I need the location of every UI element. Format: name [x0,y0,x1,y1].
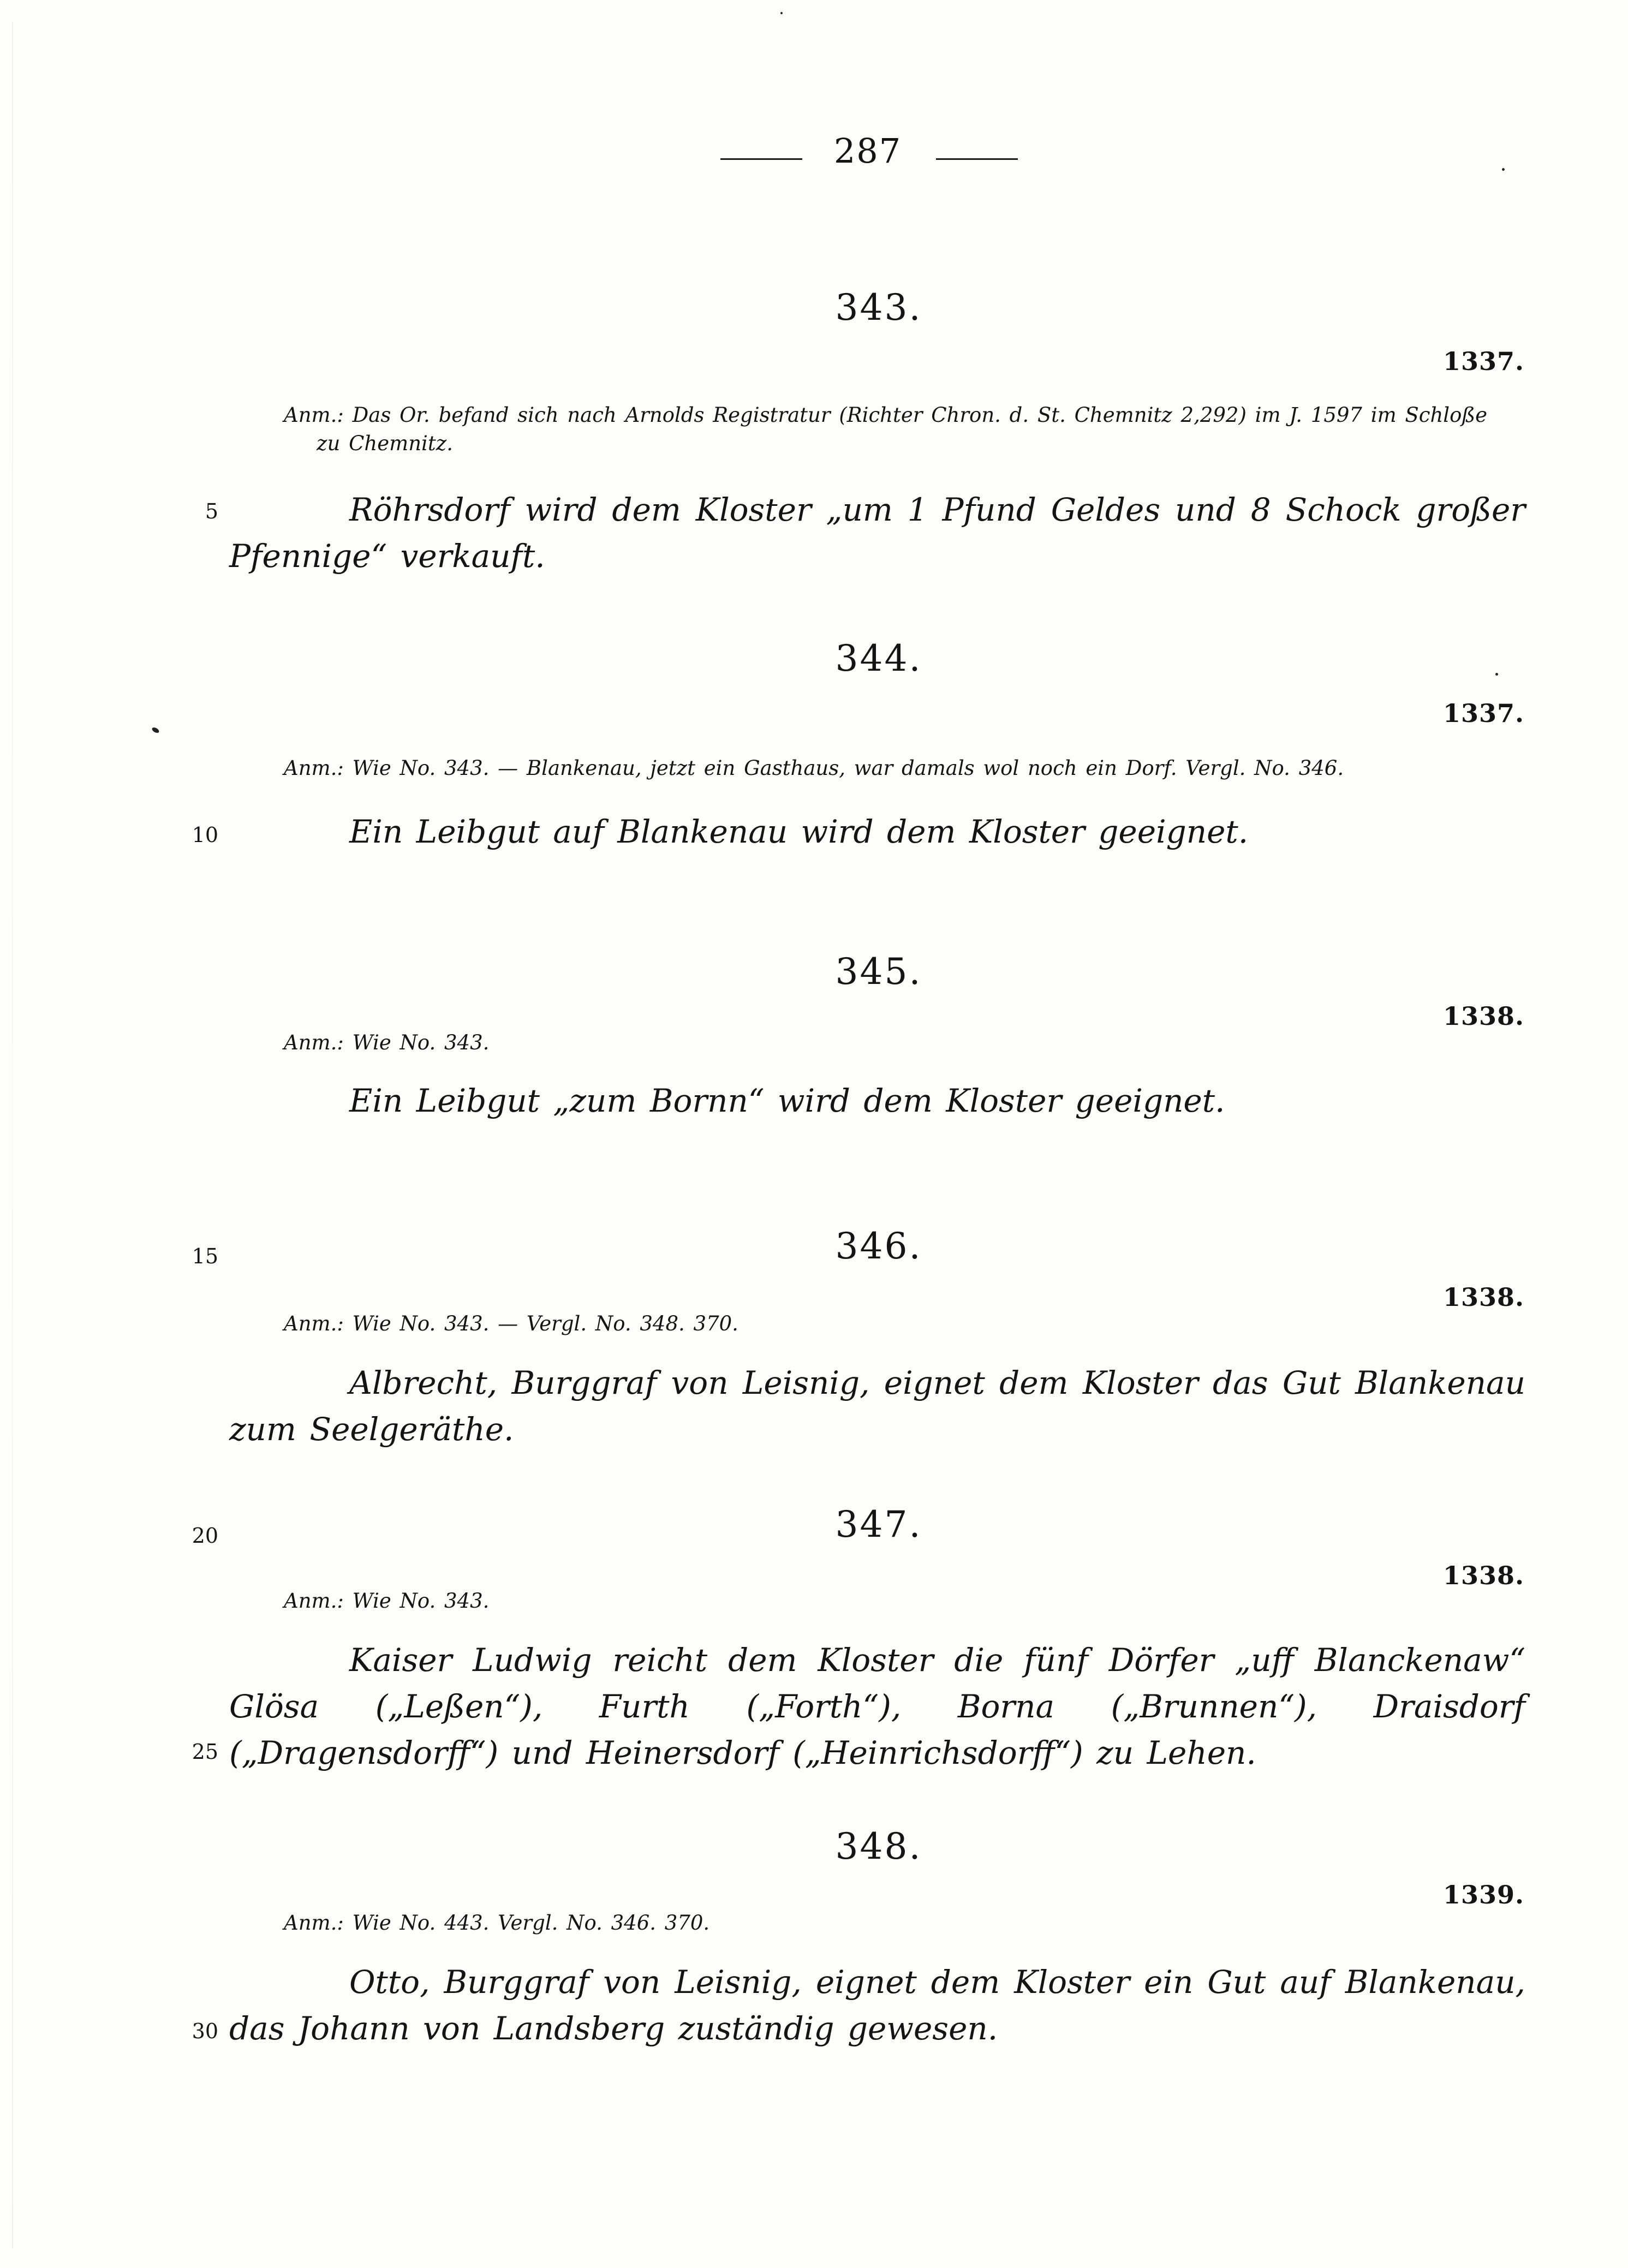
header-rule-left [720,158,802,160]
entry-year: 1339. [1442,1880,1524,1909]
entry-year: 1337. [1442,699,1524,728]
entry-number: 347. [835,1503,922,1545]
scan-speck [1495,673,1498,676]
scan-edge-shadow [12,22,13,2248]
entry-number: 343. [835,287,922,329]
note-line: Anm.: Wie No. 443. Vergl. No. 346. 370. [284,1911,710,1935]
page-number: 287 [833,131,902,171]
entry-number: 346. [835,1225,922,1267]
note-line: Anm.: Wie No. 343. — Blankenau, jetzt ein Gasthaus, war damals wol noch ein Dorf. Vergl. No. 346. [284,756,1344,780]
entry-note [284,1909,1523,1937]
header-rule-right [936,158,1018,160]
entry-text: Albrecht, Burggraf von Leisnig, eignet dem Kloster das Gut Blankenau zum Seelgeräthe. [229,1364,1525,1448]
entry-year: 1337. [1442,347,1524,376]
page-header [0,131,1628,180]
entry-text: Otto, Burggraf von Leisnig, eignet dem Kloster ein Gut auf Blankenau, das Johann von Landsberg zuständig gewesen. [229,1963,1525,2047]
note-line: Anm.: Wie No. 343. [284,1031,490,1054]
entry-number: 345. [835,951,922,993]
line-number: 15 [192,1244,218,1268]
line-number: 25 [192,1740,218,1764]
entry-year: 1338. [1442,1282,1524,1312]
entry-number: 344. [835,637,922,679]
scan-speck [151,726,160,734]
note-line: Anm.: Wie No. 343. [284,1589,490,1613]
entry-note [284,1310,1523,1338]
entry-text: Ein Leibgut auf Blankenau wird dem Kloster geeignet. [349,813,1249,850]
entry-number: 348. [835,1825,922,1867]
scan-speck [780,12,783,14]
line-number: 30 [192,2019,218,2043]
entry-note [284,401,1523,458]
entry-text: Ein Leibgut „zum Bornn“ wird dem Kloster geeignet. [349,1082,1225,1119]
entry-year: 1338. [1442,1001,1524,1031]
entry-note [284,754,1523,783]
entry-year: 1338. [1442,1561,1524,1590]
note-line: Anm.: Wie No. 343. — Vergl. No. 348. 370. [284,1312,738,1335]
note-line: Anm.: Das Or. befand sich nach Arnolds Registratur (Richter Chron. d. St. Chemnitz 2,292) im J. 1597 im Schloße [284,403,1488,427]
note-line-continued: zu Chemnitz. [317,432,453,455]
entry-note [284,1587,1523,1615]
entry-note [284,1029,1523,1057]
line-number: 5 [205,499,218,523]
line-number: 10 [192,823,218,847]
entry-text: Röhrsdorf wird dem Kloster „um 1 Pfund Geldes und 8 Schock großer Pfennige“ verkauft. [229,491,1525,575]
entry-text: Kaiser Ludwig reicht dem Kloster die fünf Dörfer „uff Blanckenaw“ Glösa („Leßen“), Furth („Forth“), Borna („Brunnen“), Draisdorf („Dragensdorff“) und Heinersdorf („Heinrichsdorff“) zu Lehen. [229,1642,1525,1771]
line-number: 20 [192,1524,218,1548]
